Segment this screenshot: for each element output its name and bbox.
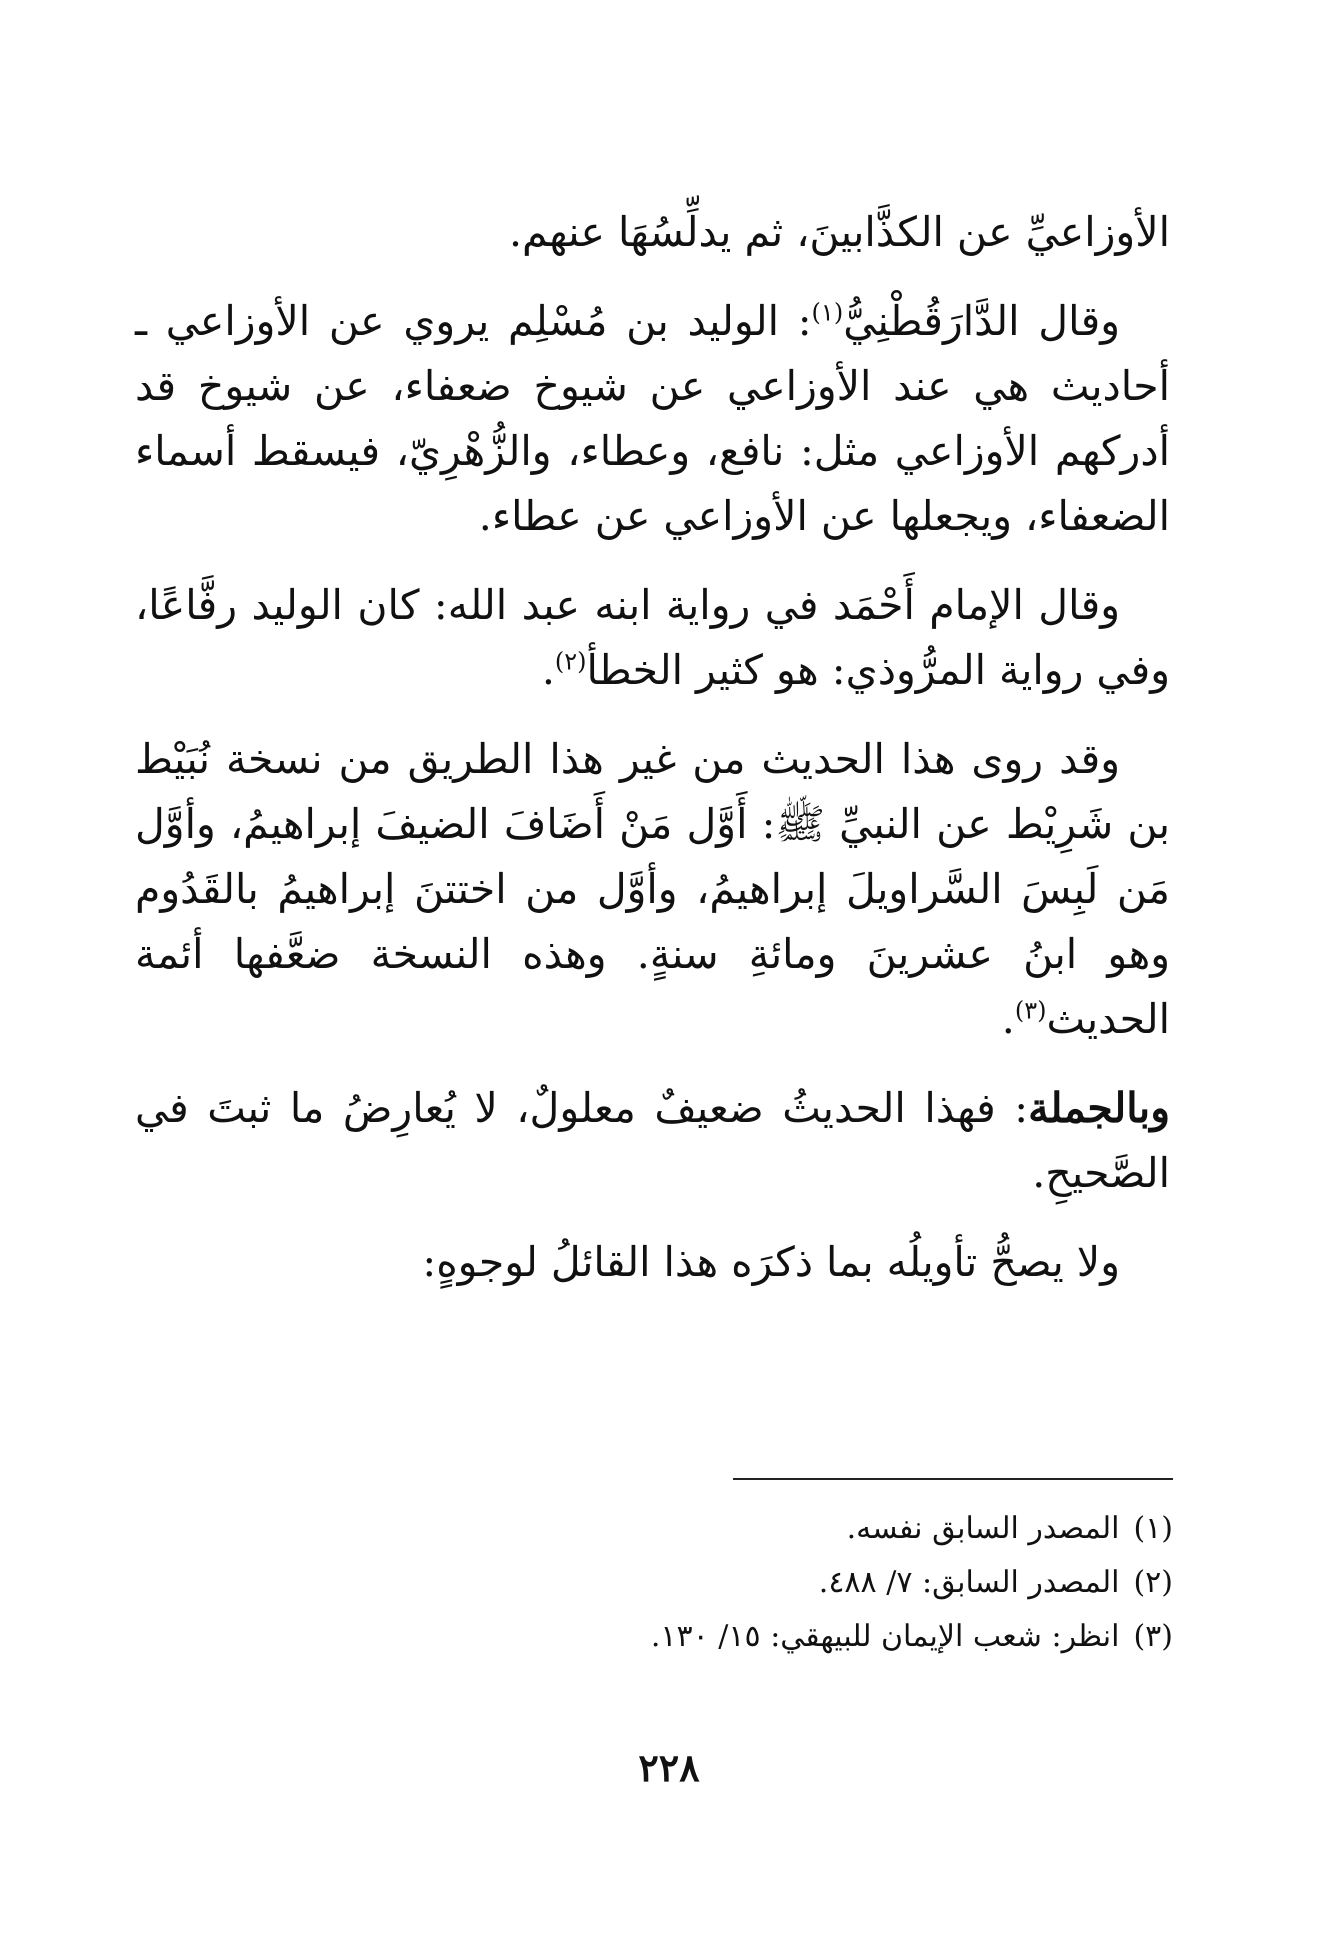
page-number: ٢٢٨ (638, 1745, 700, 1790)
footnote-2 (733, 1556, 1173, 1610)
footnote-ref-2[interactable]: (٢) (554, 647, 587, 676)
text-span: . (1001, 995, 1015, 1043)
bold-lead-word: وبالجملة (1028, 1084, 1170, 1132)
paragraph-0 (135, 200, 1170, 265)
text-span: وقد روى هذا الحديث من غير هذا الطريق من نسخة نُبَيْط بن شَرِيْط عن النبيِّ ﷺ: أَوَّل مَنْ أَضَافَ الضيفَ إبراهيمُ، وأوَّل مَن لَبِسَ السَّراويلَ إبراهيمُ، وأوَّل من اختتنَ إبراهيمُ بالقَدُوم وهو ابنُ عشرينَ ومائةِ سنةٍ. وهذه النسخة ضعَّفها أئمة الحديث (135, 735, 1170, 1043)
footnote-number: (٢) (1133, 1565, 1173, 1600)
text-span: . (541, 646, 555, 694)
footnote-number: (١) (1133, 1511, 1173, 1546)
footnotes-section (650, 1478, 1173, 1664)
footnote-text: انظر: شعب الإيمان للبيهقي: ١٥/ ١٣٠. (650, 1619, 1120, 1654)
text-span: ولا يصحُّ تأويلُه بما ذكرَه هذا القائلُ لوجوهٍ: (422, 1238, 1120, 1286)
text-span: الأوزاعيِّ عن الكذَّابينَ، ثم يدلِّسُهَا عنهم. (508, 208, 1170, 256)
footnote-divider (733, 1478, 1173, 1480)
text-span: : الوليد بن مُسْلِم يروي عن الأوزاعي ـ أحاديث هي عند الأوزاعي عن شيوخ ضعفاء، عن شيوخ قد أدركهم الأوزاعي مثل: نافع، وعطاء، والزُّهْرِيّ، فيسقط أسماء الضعفاء، ويجعلها عن الأوزاعي عن عطاء. (135, 297, 1170, 540)
footnote-text: المصدر السابق نفسه. (846, 1511, 1120, 1546)
paragraph-2 (135, 573, 1170, 703)
text-span: : فهذا الحديثُ ضعيفٌ معلولٌ، لا يُعارِضُ ما ثبتَ في الصَّحيحِ. (135, 1084, 1170, 1197)
footnote-number: (٣) (1133, 1619, 1173, 1654)
text-span: وقال الدَّارَقُطْنِيُّ (843, 297, 1120, 345)
paragraph-3 (135, 727, 1170, 1052)
text-span: وقال الإمام أَحْمَد في رواية ابنه عبد الله: كان الوليد رفَّاعًا، وفي رواية المرُّوذي: هو كثير الخطأ (135, 581, 1170, 694)
footnote-ref-1[interactable]: (١) (811, 298, 844, 327)
paragraph-1 (135, 289, 1170, 549)
paragraph-5 (135, 1230, 1170, 1295)
footnote-ref-3[interactable]: (٣) (1014, 996, 1047, 1025)
main-text (135, 200, 1170, 1295)
footnote-text: المصدر السابق: ٧/ ٤٨٨. (818, 1565, 1120, 1600)
paragraph-4 (135, 1076, 1170, 1206)
footnote-1 (733, 1502, 1173, 1556)
footnote-3 (650, 1610, 1173, 1664)
